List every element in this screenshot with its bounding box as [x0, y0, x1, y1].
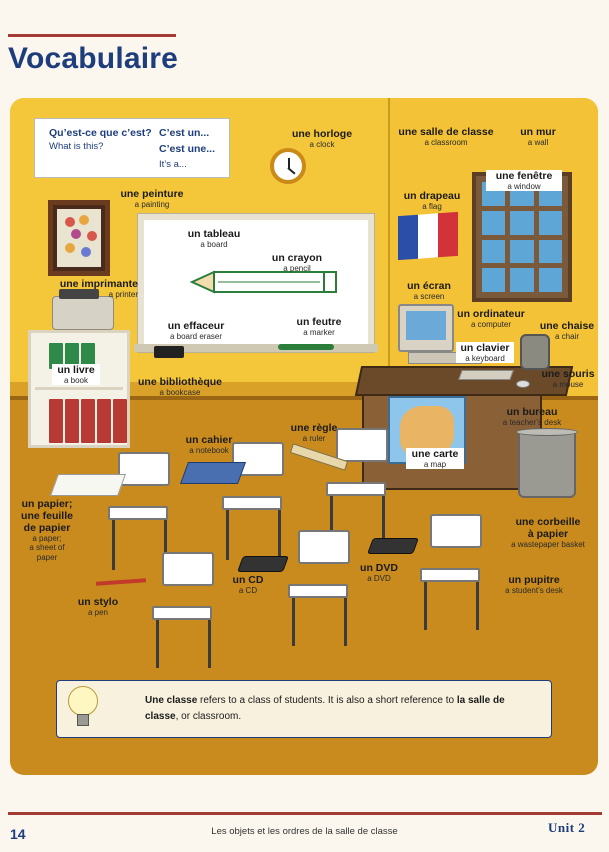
notebook-icon — [180, 462, 246, 484]
lightbulb-icon — [68, 686, 98, 728]
label-ruler: une règle a ruler — [290, 422, 338, 444]
student-chair — [288, 530, 358, 648]
cd-icon — [237, 556, 289, 572]
label-dvd: un DVD a DVD — [360, 562, 398, 584]
label-pencil: un crayon a pencil — [271, 252, 323, 274]
answer-fr-1: C’est un... — [159, 127, 210, 139]
painting-image — [48, 200, 110, 276]
page-number: 14 — [10, 826, 26, 842]
title-rule — [8, 34, 176, 37]
label-map: une carte a map — [406, 448, 464, 469]
question-fr: Qu’est-ce que c’est? — [49, 127, 152, 139]
label-board: un tableau a board — [187, 228, 241, 250]
dvd-icon — [367, 538, 419, 554]
wastebasket-icon — [518, 432, 576, 498]
label-painting: une peinture a painting — [120, 188, 184, 210]
student-chair — [152, 552, 222, 670]
marker-icon — [278, 344, 334, 350]
page-title: Vocabulaire — [8, 42, 179, 75]
eraser-icon — [154, 346, 184, 358]
note-box — [56, 680, 552, 738]
label-printer: une imprimante a printer — [59, 278, 138, 300]
label-window: une fenêtre a window — [486, 170, 562, 191]
label-cd: un CD a CD — [232, 574, 264, 596]
label-mouse: une souris a mouse — [541, 368, 595, 390]
label-screen: un écran a screen — [407, 280, 451, 302]
note-text: Une classe refers to a class of students. It is also a short reference to la salle de classe, or classroom. — [145, 695, 505, 722]
label-flag: un drapeau a flag — [403, 190, 461, 212]
label-clock: une horloge a clock — [291, 128, 353, 150]
student-chair — [420, 514, 490, 632]
label-wastebasket: une corbeille à papier a wastepaper basket — [511, 516, 585, 550]
label-paper: un papier; une feuille de papier a paper; a sheet of paper — [21, 498, 73, 562]
keyboard-icon — [458, 370, 514, 380]
label-bookcase: une bibliothèque a bookcase — [138, 376, 222, 398]
paper-icon — [50, 474, 126, 496]
mouse-icon — [516, 380, 530, 388]
french-flag-icon — [398, 212, 458, 260]
question-en: What is this? — [49, 141, 104, 152]
label-teacher-desk: un bureau a teacher’s desk — [502, 406, 562, 428]
bookcase-image — [28, 330, 130, 448]
footer-text: Les objets et les ordres de la salle de classe — [211, 826, 398, 837]
question-box — [34, 118, 230, 178]
answer-en: It’s a... — [159, 159, 187, 170]
window-image — [472, 172, 572, 302]
label-pen: un stylo a pen — [77, 596, 119, 618]
label-student-desk: un pupitre a student’s desk — [505, 574, 563, 596]
label-keyboard: un clavier a keyboard — [456, 342, 514, 363]
label-marker: un feutre a marker — [296, 316, 342, 338]
label-notebook: un cahier a notebook — [185, 434, 233, 456]
printer-icon — [52, 296, 114, 330]
label-wall: un mur a wall — [520, 126, 556, 148]
label-computer: un ordinateur a computer — [457, 308, 525, 330]
student-chair — [222, 442, 292, 562]
footer-rule — [8, 812, 602, 815]
monitor-icon — [398, 304, 454, 352]
answer-fr-2: C’est une... — [159, 143, 216, 155]
label-classroom: une salle de classe a classroom — [398, 126, 494, 148]
label-board-eraser: un effaceur a board eraser — [167, 320, 225, 342]
clock-icon — [270, 148, 306, 184]
label-chair: une chaise a chair — [539, 320, 595, 342]
unit-label: Unit 2 — [548, 820, 586, 835]
label-book: un livre a book — [52, 364, 100, 385]
